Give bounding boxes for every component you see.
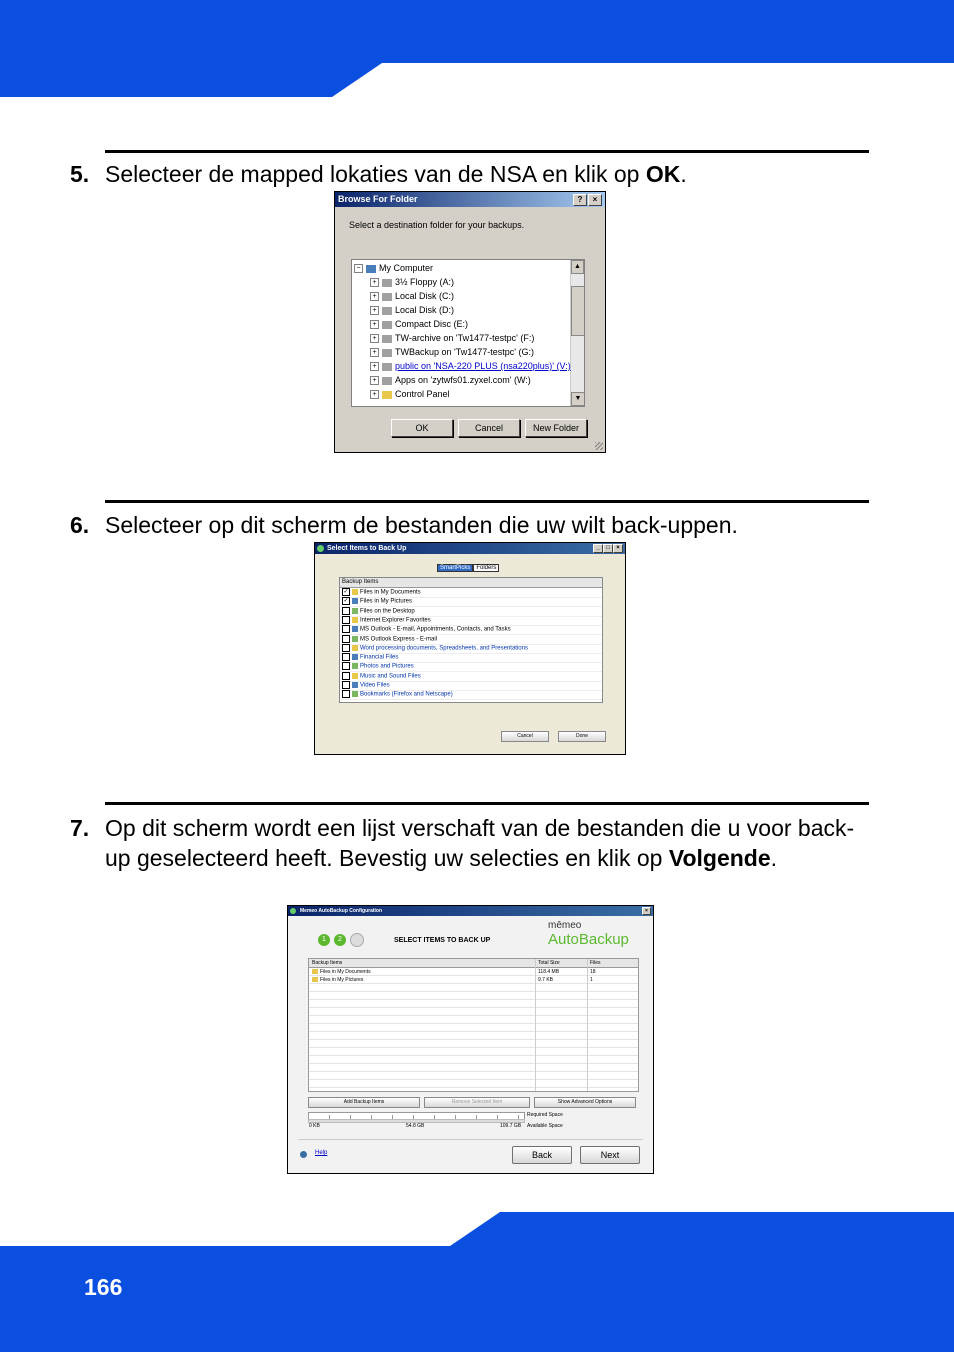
item-checkbox[interactable] <box>342 616 350 624</box>
scale-mid-label: 54.8 GB <box>406 1123 425 1129</box>
select-dialog-titlebar: Select Items to Back Up _ □ × <box>315 543 625 554</box>
expand-icon[interactable]: + <box>370 390 379 399</box>
drive-icon <box>382 363 392 371</box>
item-label: Music and Sound Files <box>360 673 421 680</box>
item-label: Internet Explorer Favorites <box>360 617 431 624</box>
tree-item[interactable] <box>370 388 450 401</box>
cell-name: Files in My Pictures <box>320 977 364 983</box>
item-label: MS Outlook Express - E-mail <box>360 636 438 643</box>
cell-files: 18 <box>590 969 596 975</box>
step-6-rule <box>105 500 869 503</box>
tree-item[interactable] <box>370 346 534 359</box>
item-icon <box>352 626 358 632</box>
expand-icon[interactable]: + <box>370 306 379 315</box>
computer-icon <box>366 265 376 273</box>
col-files: Files <box>590 960 601 966</box>
folder-tree[interactable] <box>351 259 585 407</box>
cancel-button[interactable]: Cancel <box>458 419 520 437</box>
item-checkbox[interactable]: ✓ <box>343 598 349 605</box>
step-1-icon: 1 <box>318 934 330 946</box>
item-checkbox[interactable] <box>342 681 350 689</box>
resize-grip-icon[interactable] <box>595 442 603 450</box>
browse-prompt: Select a destination folder for your backups. <box>349 220 525 230</box>
collapse-icon[interactable]: − <box>354 264 363 273</box>
cancel-button[interactable]: Cancel <box>501 731 549 742</box>
group-header: Backup Items <box>340 578 602 588</box>
step-7-text: Op dit scherm wordt een lijst verschaft van de bestanden die u voor back-up geselecteerd heeft. Bevestig uw selecties en klik op Volgende. <box>105 815 855 871</box>
tree-item[interactable] <box>370 374 531 387</box>
item-checkbox[interactable] <box>342 662 350 670</box>
item-label: Files in My Documents <box>360 589 421 596</box>
config-heading: SELECT ITEMS TO BACK UP <box>394 937 491 944</box>
select-items-dialog <box>314 542 626 755</box>
cell-files: 1 <box>590 977 593 983</box>
col-backup-items: Backup Items <box>312 960 343 966</box>
tree-item-label: public on 'NSA-220 PLUS (nsa220plus)' (V:) <box>395 361 571 371</box>
item-icon <box>352 617 358 623</box>
item-checkbox[interactable] <box>342 653 350 661</box>
remove-selected-item-button[interactable]: Remove Selected Item <box>424 1097 530 1108</box>
item-icon <box>352 663 358 669</box>
item-label: Photos and Pictures <box>360 663 414 670</box>
item-label: Word processing documents, Spreadsheets, and Presentations <box>360 645 528 652</box>
help-icon[interactable] <box>300 1151 307 1158</box>
footer-band <box>0 1210 954 1352</box>
item-label: Financial Files <box>360 654 399 661</box>
drive-icon <box>382 377 392 385</box>
item-icon <box>352 645 358 651</box>
item-label: MS Outlook - E-mail, Appointments, Contacts, and Tasks <box>360 626 511 633</box>
tab-smartpicks[interactable]: SmartPicks <box>437 564 473 572</box>
item-checkbox[interactable] <box>342 690 350 698</box>
drive-icon <box>382 335 392 343</box>
back-button[interactable]: Back <box>512 1146 572 1164</box>
maximize-button[interactable]: □ <box>603 544 613 553</box>
browse-folder-dialog <box>334 191 606 453</box>
drive-icon <box>382 279 392 287</box>
expand-icon[interactable]: + <box>370 376 379 385</box>
cell-size: 118.4 MB <box>538 969 560 975</box>
step-6-number: 6. <box>70 512 90 538</box>
table-row[interactable] <box>309 968 638 976</box>
item-checkbox[interactable] <box>342 644 350 652</box>
item-icon <box>352 636 358 642</box>
app-icon <box>317 545 324 552</box>
drive-icon <box>382 307 392 315</box>
tab-folders[interactable]: Folders <box>473 564 499 572</box>
item-icon <box>352 598 358 604</box>
step-7-rule <box>105 802 869 805</box>
config-dialog-titlebar: Memeo AutoBackup Configuration × <box>288 906 653 916</box>
tree-item[interactable] <box>370 332 534 345</box>
item-label: Files in My Pictures <box>360 598 413 605</box>
tree-item[interactable] <box>354 262 433 275</box>
tree-item[interactable] <box>370 304 454 317</box>
tab-bar <box>437 565 499 571</box>
step-2-icon: 2 <box>334 934 346 946</box>
cell-name: Files in My Documents <box>320 969 371 975</box>
table-row[interactable] <box>309 976 638 984</box>
folder-icon <box>312 969 318 974</box>
tree-item-label: Compact Disc (E:) <box>395 319 469 329</box>
expand-icon[interactable]: + <box>370 348 379 357</box>
cell-size: 9.7 KB <box>538 977 554 983</box>
drive-icon <box>382 293 392 301</box>
next-button[interactable]: Next <box>580 1146 640 1164</box>
memeo-logo: mēmeo <box>548 920 582 931</box>
backup-items-list <box>340 588 602 702</box>
tree-item[interactable] <box>370 276 454 289</box>
tree-item-label: TWBackup on 'Tw1477-testpc' (G:) <box>395 347 534 357</box>
item-label: Files on the Desktop <box>360 608 415 615</box>
list-item[interactable] <box>340 690 602 700</box>
item-label: Video Files <box>360 682 390 689</box>
tree-item-label: My Computer <box>379 263 434 273</box>
expand-icon[interactable]: + <box>370 362 379 371</box>
step-3-icon: 3 <box>350 933 364 947</box>
ok-button[interactable]: OK <box>391 419 453 437</box>
required-space-label: Required Space <box>527 1112 563 1118</box>
autobackup-config-dialog <box>287 905 654 1174</box>
close-button[interactable]: × <box>588 194 602 206</box>
tree-item[interactable] <box>370 318 468 331</box>
expand-icon[interactable]: + <box>370 334 379 343</box>
close-button[interactable]: × <box>642 907 651 915</box>
tree-item-label: TW-archive on 'Tw1477-testpc' (F:) <box>395 333 535 343</box>
help-link[interactable]: Help <box>315 1150 328 1156</box>
item-checkbox[interactable] <box>342 672 350 680</box>
available-space-label: Available Space <box>527 1123 563 1129</box>
autobackup-logo: AutoBackup <box>548 931 629 948</box>
step-6-text: Selecteer op dit scherm de bestanden die uw wilt back-uppen. <box>105 512 738 538</box>
close-button[interactable]: × <box>613 544 623 553</box>
step-indicator <box>318 933 364 947</box>
app-icon <box>290 908 296 914</box>
item-checkbox[interactable] <box>342 635 350 643</box>
scroll-thumb[interactable] <box>571 286 585 336</box>
add-backup-items-button[interactable]: Add Backup Items <box>308 1097 420 1108</box>
step-7-number: 7. <box>70 815 90 841</box>
item-icon <box>352 691 358 697</box>
tree-item[interactable] <box>370 290 454 303</box>
item-icon <box>352 673 358 679</box>
space-bar-ticks <box>308 1115 523 1119</box>
folder-icon <box>312 977 318 982</box>
footer-divider <box>298 1139 643 1140</box>
expand-icon[interactable]: + <box>370 278 379 287</box>
expand-icon[interactable]: + <box>370 320 379 329</box>
col-total-size: Total Size <box>538 960 560 966</box>
item-icon <box>352 654 358 660</box>
step-5-text: Selecteer de mapped lokaties van de NSA en klik op OK. <box>105 161 687 187</box>
show-advanced-options-button[interactable]: Show Advanced Options <box>534 1097 636 1108</box>
backup-items-group <box>339 577 603 703</box>
item-icon <box>352 608 358 614</box>
backup-items-table <box>308 958 639 1092</box>
item-icon <box>352 589 358 595</box>
page-number: 166 <box>84 1274 123 1300</box>
tree-item-label: Apps on 'zytwfs01.zyxel.com' (W:) <box>395 375 531 385</box>
tree-item-label: Control Panel <box>395 389 450 399</box>
minimize-button[interactable]: _ <box>593 544 603 553</box>
scale-min-label: 0 KB <box>309 1123 320 1129</box>
item-checkbox[interactable] <box>342 625 350 633</box>
drive-icon <box>382 349 392 357</box>
tree-item-label: Local Disk (C:) <box>395 291 455 301</box>
new-folder-button[interactable]: New Folder <box>525 419 587 437</box>
done-button[interactable]: Done <box>558 731 606 742</box>
item-checkbox[interactable] <box>342 607 350 615</box>
scale-max-label: 109.7 GB <box>500 1123 522 1129</box>
item-label: Bookmarks (Firefox and Netscape) <box>360 691 453 698</box>
tree-scrollbar[interactable] <box>570 260 584 406</box>
browse-dialog-titlebar: Browse For Folder ? × <box>335 192 605 207</box>
table-gridlines <box>309 968 638 1091</box>
tree-item-label: 3½ Floppy (A:) <box>395 277 455 287</box>
expand-icon[interactable]: + <box>370 292 379 301</box>
tree-item[interactable] <box>370 360 571 373</box>
header-band <box>0 0 954 97</box>
step-5-number: 5. <box>70 161 90 187</box>
help-button[interactable]: ? <box>573 194 587 206</box>
item-checkbox[interactable]: ✓ <box>343 589 349 595</box>
tree-item-label: Local Disk (D:) <box>395 305 455 315</box>
step-5-rule <box>105 150 869 153</box>
table-header <box>309 959 638 968</box>
drive-icon <box>382 391 392 399</box>
drive-icon <box>382 321 392 329</box>
scroll-up-icon[interactable]: ▲ <box>571 260 584 274</box>
item-icon <box>352 682 358 688</box>
scroll-down-icon[interactable]: ▼ <box>571 392 585 406</box>
